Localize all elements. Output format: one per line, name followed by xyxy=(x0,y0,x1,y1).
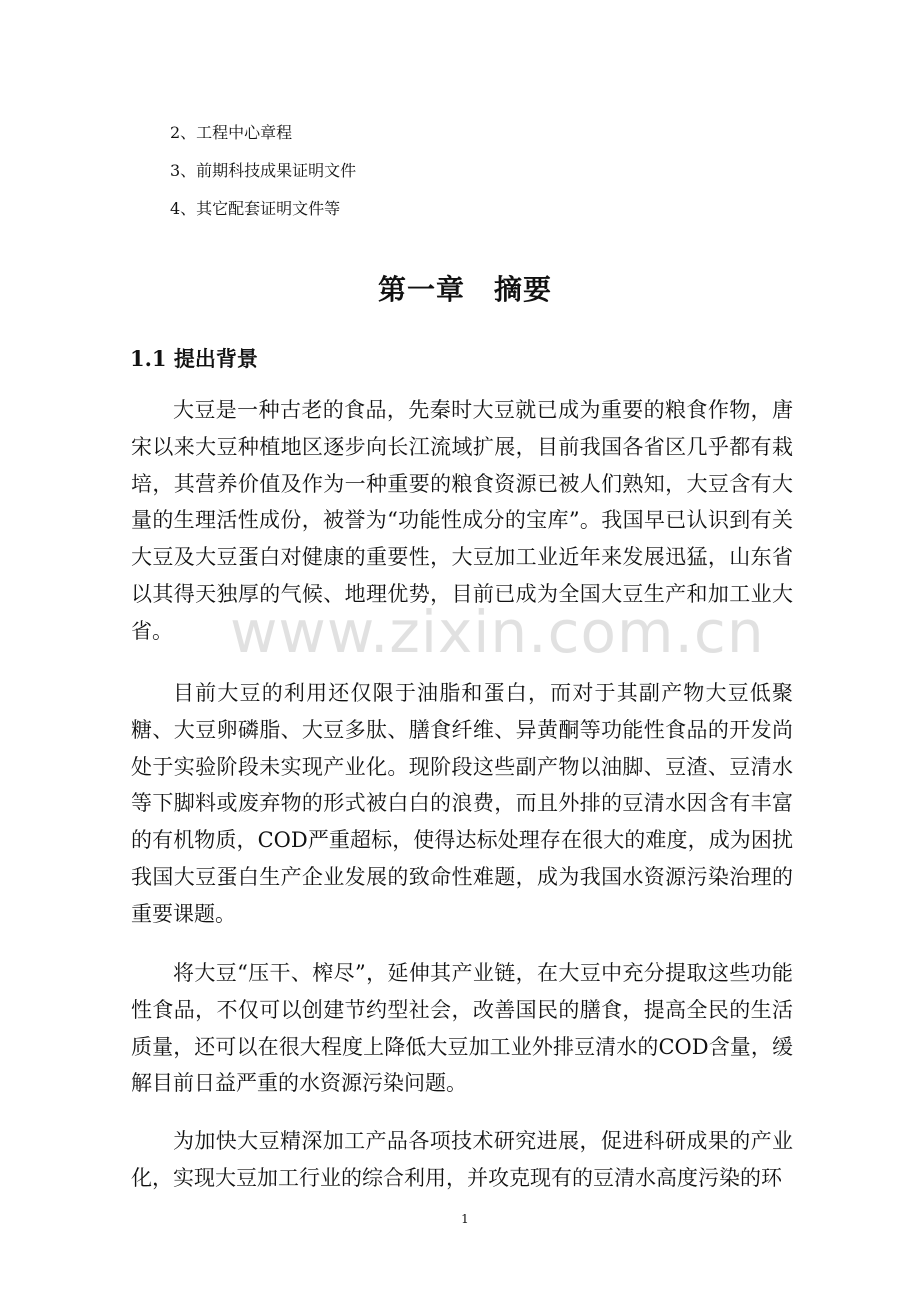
body-paragraph: 大豆是一种古老的食品，先秦时大豆就已成为重要的粮食作物，唐宋以来大豆种植地区逐步向长江流域扩展，目前我国各省区几乎都有栽培，其营养价值及作为一种重要的粮食资源已被人们熟知，大豆含有大量的生理活性成份，被誉为“功能性成分的宝库”。我国早已认识到有关大豆及大豆蛋白对健康的重要性，大豆加工业近年来发展迅猛，山东省以其得天独厚的气候、地理优势，目前已成为全国大豆生产和加工业大省。 xyxy=(131,398,793,643)
body-paragraph: 为加快大豆精深加工产品各项技术研究进展，促进科研成果的产业化，实现大豆加工行业的综合利用，并攻克现有的豆清水高度污染的环 xyxy=(131,1129,793,1190)
attachment-item: 4、其它配套证明文件等 xyxy=(170,199,341,218)
attachment-item: 3、前期科技成果证明文件 xyxy=(170,161,357,180)
body-paragraph: 目前大豆的利用还仅限于油脂和蛋白，而对于其副产物大豆低聚糖、大豆卵磷脂、大豆多肽、膳食纤维、异黄酮等功能性食品的开发尚处于实验阶段未实现产业化。现阶段这些副产物以油脚、豆渣、豆清水等下脚料或废弃物的形式被白白的浪费，而且外排的豆清水因含有丰富的有机物质，COD严重超标，使得达标处理存在很大的难度，成为困扰我国大豆蛋白生产企业发展的致命性难题，成为我国水资源污染治理的重要课题。 xyxy=(131,681,793,926)
attachment-item: 2、工程中心章程 xyxy=(170,123,293,142)
page-number: 1 xyxy=(461,1212,469,1226)
body-paragraph: 将大豆“压干、榨尽”，延伸其产业链，在大豆中充分提取这些功能性食品，不仅可以创建节约型社会，改善国民的膳食，提高全民的生活质量，还可以在很大程度上降低大豆加工业外排豆清水的COD含量，缓解目前日益严重的水资源污染问题。 xyxy=(131,961,793,1096)
watermark: www.zixin.com.cn xyxy=(230,598,765,666)
section-title: 1.1 提出背景 xyxy=(130,346,258,371)
chapter-title: 第一章 摘要 xyxy=(377,273,552,306)
